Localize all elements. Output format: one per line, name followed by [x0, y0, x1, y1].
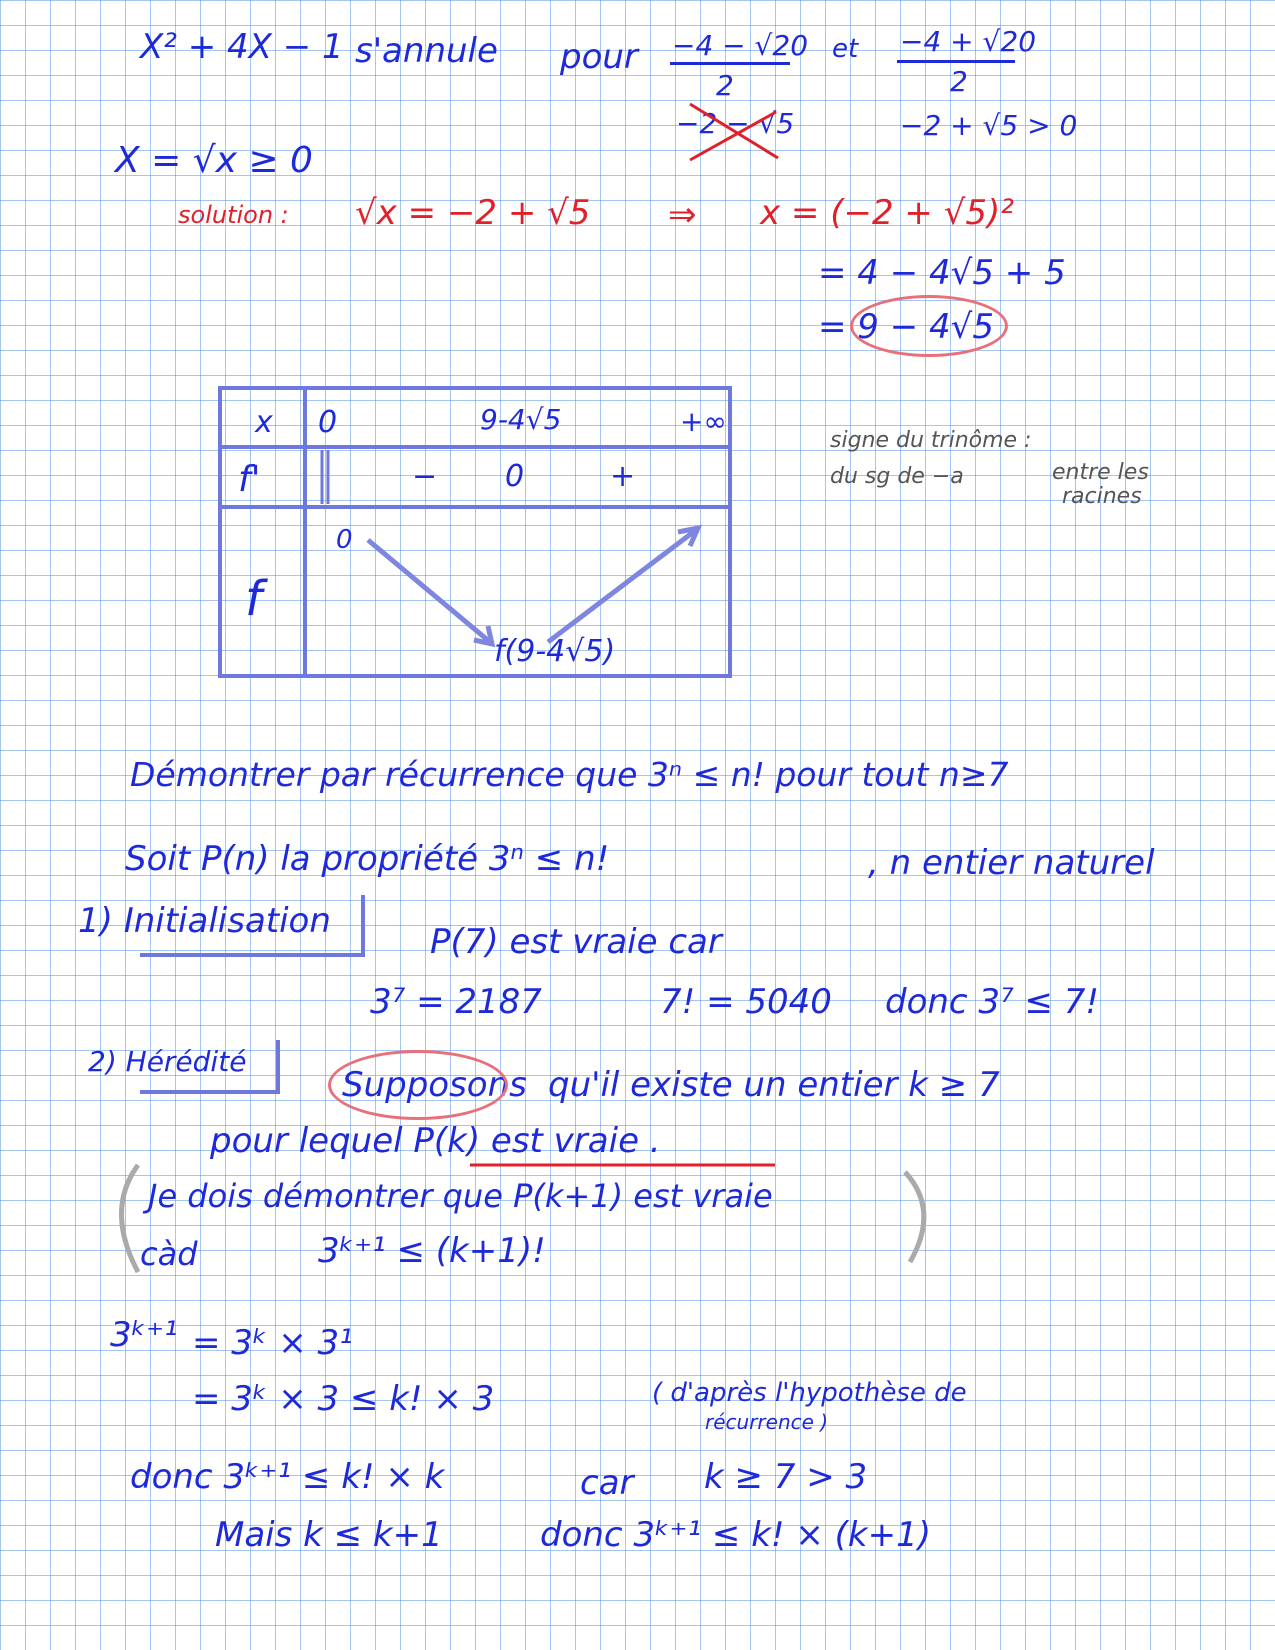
fprime-plus: +	[610, 459, 636, 494]
proof-step2: = 3ᵏ × 3 ≤ k! × 3	[192, 1379, 495, 1419]
goal-expression: 3ᵏ⁺¹ ≤ (k+1)!	[318, 1231, 546, 1271]
table-row-fprime-label: f'	[238, 459, 261, 500]
solution-label: solution :	[178, 201, 289, 229]
suppose-word: Supposons	[342, 1065, 527, 1105]
root1-numerator: −4 − √20	[672, 29, 809, 62]
fprime-zero: 0	[505, 459, 525, 494]
annule-word: s'annule	[355, 31, 498, 71]
proof-step2-note2: récurrence )	[705, 1410, 829, 1434]
proof-step3-car: car	[580, 1463, 634, 1503]
root2-denominator: 2	[950, 65, 968, 98]
init-heading: 1) Initialisation	[78, 901, 331, 941]
substitution: X = √x ≥ 0	[115, 140, 313, 181]
table-x-mid: 9-4√5	[480, 403, 562, 436]
proof-step4-conclusion: donc 3ᵏ⁺¹ ≤ k! × (k+1)	[540, 1515, 931, 1555]
proof-step1-left: 3ᵏ⁺¹	[110, 1315, 178, 1355]
final-value: = 9 − 4√5	[818, 307, 994, 347]
f-minimum: f(9-4√5)	[494, 634, 616, 669]
suppose-circle	[328, 1050, 508, 1120]
proof-step3: donc 3ᵏ⁺¹ ≤ k! × k	[130, 1457, 445, 1497]
proof-step1-right: = 3ᵏ × 3¹	[192, 1323, 353, 1363]
f-start-value: 0	[336, 525, 353, 555]
suppose-statement: qu'il existe un entier k ≥ 7	[548, 1065, 1000, 1105]
side-note-line4: racines	[1062, 484, 1142, 509]
x-squared: x = (−2 + √5)²	[760, 193, 1014, 233]
table-row-f-label: f	[245, 571, 262, 627]
goal-statement: Je dois démontrer que P(k+1) est vraie	[148, 1177, 773, 1215]
cad-word: càd	[140, 1235, 198, 1273]
init-calc-power: 3⁷ = 2187	[370, 982, 542, 1022]
fprime-minus: −	[412, 459, 438, 494]
hypothesis-statement: pour lequel P(k) est vraie .	[210, 1121, 661, 1161]
init-calc-factorial: 7! = 5040	[660, 982, 832, 1022]
init-claim: P(7) est vraie car	[430, 922, 722, 962]
exercise-title: Démontrer par récurrence que 3ⁿ ≤ n! pour tout n≥7	[130, 755, 1009, 794]
table-row-x-label: x	[255, 405, 273, 440]
solution-equation: √x = −2 + √5	[355, 193, 591, 233]
side-note-line3: entre les	[1052, 460, 1149, 485]
init-conclusion: donc 3⁷ ≤ 7!	[885, 982, 1100, 1022]
root1-denominator: 2	[716, 69, 734, 102]
proof-step3-reason: k ≥ 7 > 3	[704, 1457, 868, 1497]
table-x-start: 0	[318, 405, 338, 440]
property-domain: , n entier naturel	[868, 843, 1155, 883]
root2-numerator: −4 + √20	[900, 25, 1037, 58]
pour-word: pour	[560, 37, 638, 77]
equation-line1: X² + 4X − 1	[140, 27, 344, 67]
proof-step4: Mais k ≤ k+1	[215, 1515, 443, 1555]
proof-step2-note: ( d'après l'hypothèse de	[652, 1378, 967, 1408]
table-x-infinity: +∞	[680, 405, 727, 438]
simplified-root-2: −2 + √5 > 0	[900, 109, 1078, 142]
expansion-step: = 4 − 4√5 + 5	[818, 253, 1066, 293]
heredity-heading: 2) Hérédité	[88, 1045, 247, 1078]
implies-arrow: ⇒	[668, 195, 697, 235]
simplified-root-1: −2 − √5	[676, 107, 795, 140]
side-note-line2: du sg de −a	[830, 464, 964, 489]
and-word: et	[832, 34, 859, 64]
side-note-line1: signe du trinôme :	[830, 428, 1032, 453]
property-definition: Soit P(n) la propriété 3ⁿ ≤ n!	[125, 839, 610, 879]
